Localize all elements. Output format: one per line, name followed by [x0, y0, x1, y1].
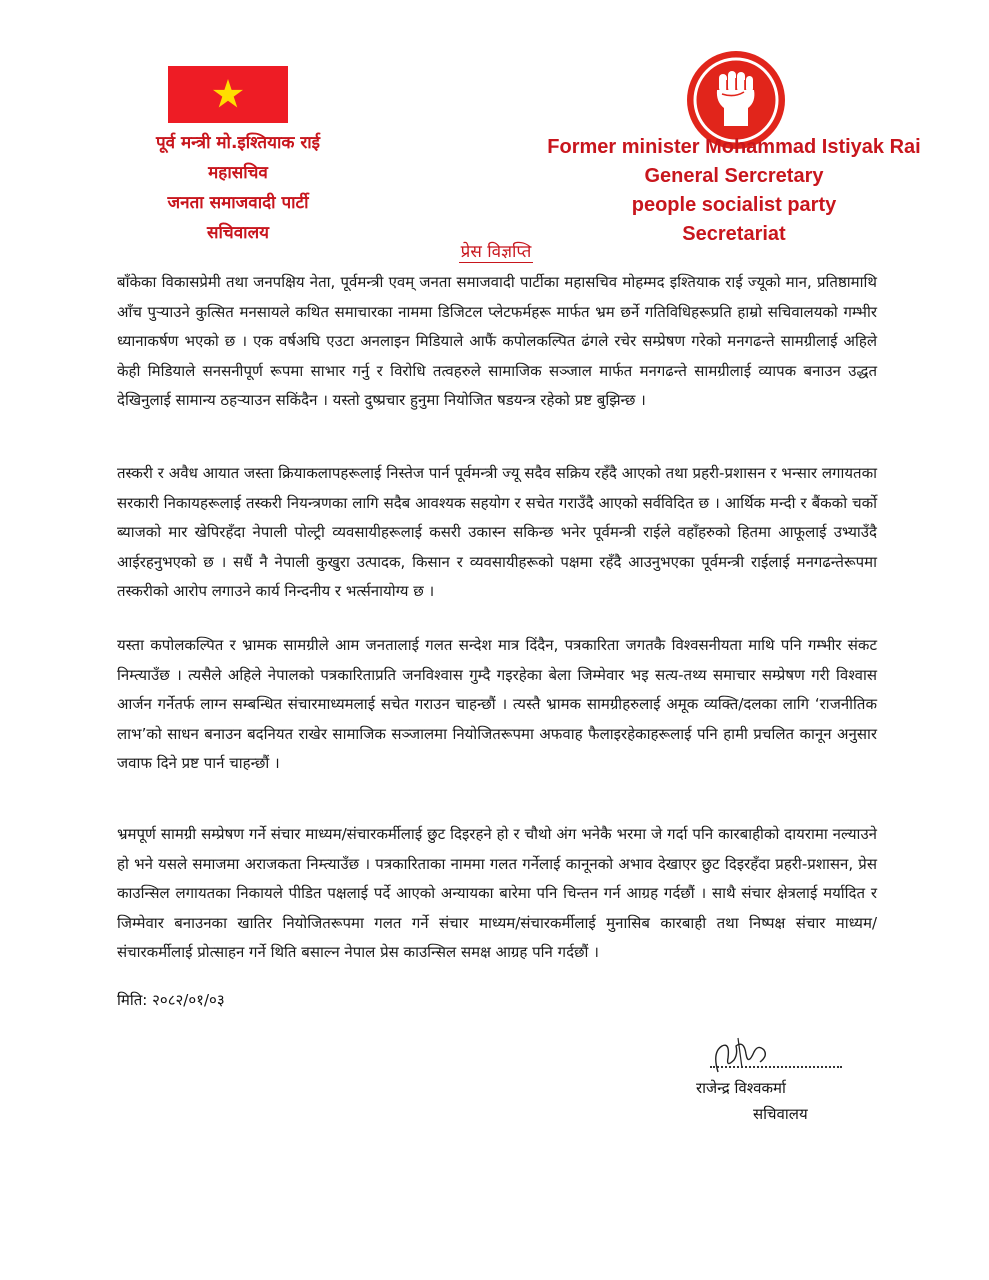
body-paragraph: तस्करी र अवैध आयात जस्ता क्रियाकलापहरूलाई निस्तेज पार्न पूर्वमन्त्री ज्यू सदैव सक्रिय रहँदै आएको तथा प्रहरी-प्रशासन र भन्सार लगायतका सरकारी निकायहरूलाई तस्करी नियन्त्रणका लागि सदैब आवश्यक सहयोग र सचेत गराउँदै आएको सर्वविदित छ । आर्थिक मन्दी र बैंकको चर्को ब्याजको मार खेपिरहँदा नेपाली पोल्ट्री व्यवसायीहरूलाई कसरी उकास्न सकिन्छ भनेर पूर्वमन्त्री राईले वहाँहरुको हितमा आफूलाई उभ्याउँदै आईरहनुभएको छ । सधैं नै नेपाली कुखुरा उत्पादक, किसान र व्यवसायीहरूको पक्षमा रहँदै आउनुभएका पूर्वमन्त्री राईलाई मनगढन्तेरूपमा तस्करीको आरोप लगाउने कार्य निन्दनीय र भर्त्सनायोग्य छ ।	[117, 464, 877, 600]
signature-line	[710, 1056, 842, 1068]
letterhead-name-np: पूर्व मन्त्री मो.इश्तियाक राई	[155, 133, 321, 153]
letterhead-office-np: सचिवालय	[207, 223, 269, 243]
issue-date: मिति: २०८२/०१/०३	[117, 991, 225, 1009]
letterhead-post-en: General Sercretary	[644, 165, 824, 187]
flag-icon	[168, 66, 288, 123]
body-paragraph: भ्रमपूर्ण सामग्री सम्प्रेषण गर्ने संचार माध्यम/संचारकर्मीलाई छुट दिइरहने हो र चौथो अंग भनेकै भरमा जे गर्दा पनि कारबाहीको दायरामा नल्याउने हो भने यसले समाजमा अराजकता निम्त्याउँछ । पत्रकारिताका नाममा गलत गर्नेलाई कानूनको अभाव देखाएर छुट दिइरहँदा प्रहरी-प्रशासन, प्रेस काउन्सिल लगायतका निकायले पीडित पक्षलाई पर्दे आएको अन्यायका बारेमा पनि चिन्तन गर्न आग्रह गर्दछौं । साथै संचार क्षेत्रलाई मर्यादित र जिम्मेवार बनाउनका खातिर नियोजितरूपमा गलत गर्ने संचार माध्यम/संचारकर्मीलाई मुनासिब कारबाही तथा निष्पक्ष संचार माध्यम/संचारकर्मीलाई प्रोत्साहन गर्ने थिति बसाल्न नेपाल प्रेस काउन्सिल समक्ष आग्रह पनि गर्दछौं ।	[117, 825, 877, 961]
letterhead-party-en: people socialist party	[631, 194, 837, 216]
body-paragraph: यस्ता कपोलकल्पित र भ्रामक सामग्रीले आम जनतालाई गलत सन्देश मात्र दिंदैन, पत्रकारिता जगतकै विश्वसनीयता माथि पनि गम्भीर संकट निम्त्याउँछ । त्यसैले अहिले नेपालको पत्रकारिताप्रति जनविश्वास गुम्दै गइरहेका बेला जिम्मेवार भइ सत्य-तथ्य समाचार सम्प्रेषण गरी विश्वास आर्जन गर्नेतर्फ लाग्न सम्बन्धित संचारमाध्यमलाई सचेत गराउन चाहन्छौं । त्यस्तै भ्रामक सामग्रीहरुलाई अमूक व्यक्ति/दलका लागि ‘राजनीतिक लाभ’को साधन बनाउन बदनियत राखेर सामाजिक सञ्जालमा नियोजितरूपमा अफवाह फैलाइरहेकाहरूलाई पनि हामी प्रचलित कानून अनुसार जवाफ दिने प्रष्ट पार्न चाहन्छौं ।	[117, 636, 877, 772]
letterhead-party-np: जनता समाजवादी पार्टी	[167, 193, 309, 213]
document-title-text: प्रेस विज्ञप्ति	[460, 242, 532, 262]
nepali-letterhead	[120, 128, 356, 248]
letterhead-post-np: महासचिव	[208, 163, 268, 183]
body-paragraph: बाँकेका विकासप्रेमी तथा जनपक्षिय नेता, पूर्वमन्त्री एवम् जनता समाजवादी पार्टीका महासचिव मोहम्मद इश्तियाक राई ज्यूको मान, प्रतिष्ठामाथि आँच पुऱ्याउने कुत्सित मनसायले कथित समाचारका नाममा डिजिटल प्लेटफर्महरू मार्फत भ्रम छर्ने गतिविधिहरूप्रति हाम्रो सचिवालयको गम्भीर ध्यानाकर्षण भएको छ । एक वर्षअघि एउटा अनलाइन मिडियाले आफैं कपोलकल्पित ढंगले रचेर सम्प्रेषण गरेको मनगढन्ते सामग्रीलाई अहिले केही मिडियाले सनसनीपूर्ण रूपमा साभार गर्नु र विरोधि तत्वहरुले सामाजिक सञ्जाल मार्फत मनगढन्ते सामग्रीलाई व्यापक बनाउन उद्धत देखिनुलाई सामान्य ठहऱ्याउन सकिंदैन । यस्तो दुष्प्रचार हुनुमा नियोजित षडयन्त्र रहेको प्रष्ट बुझिन्छ ।	[117, 273, 877, 409]
document-title	[436, 240, 556, 264]
english-letterhead	[520, 133, 948, 249]
signer-office: सचिवालय	[753, 1105, 808, 1123]
letterhead-name-en: Former minister Mohammad Istiyak Rai	[547, 136, 921, 158]
signer-name: राजेन्द्र विश्वकर्मा	[696, 1079, 786, 1097]
letterhead-office-en: Secretariat	[682, 223, 786, 245]
